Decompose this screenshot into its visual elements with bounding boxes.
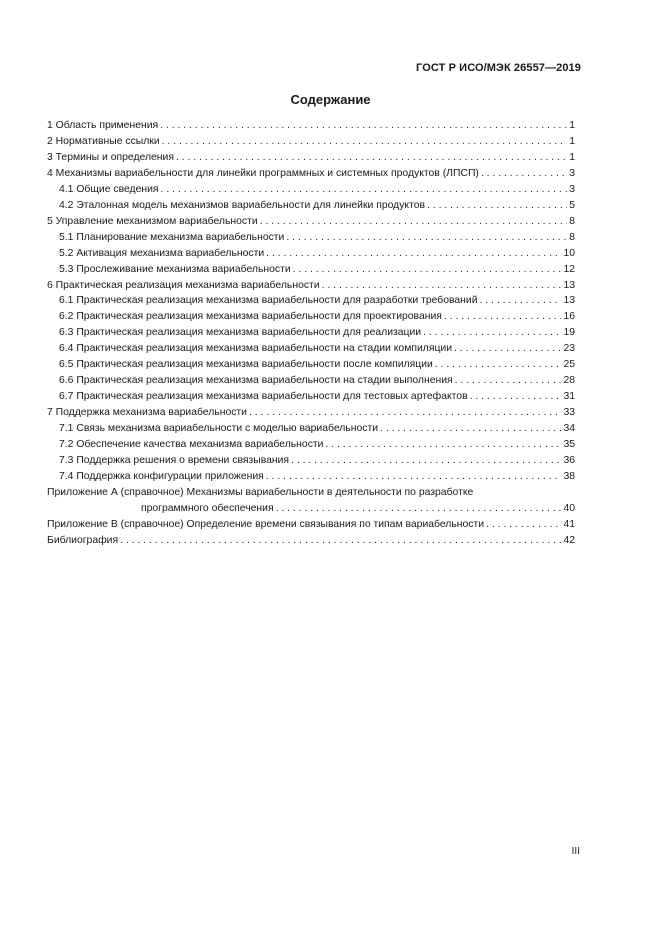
toc-leader-dots bbox=[276, 501, 562, 517]
toc-entry-page: 3 bbox=[569, 183, 575, 195]
toc-entry-title: 2 Нормативные ссылки bbox=[47, 135, 160, 147]
toc-entry-page: 28 bbox=[563, 375, 575, 387]
toc-entry-page: 35 bbox=[563, 439, 575, 451]
toc-entry[interactable] bbox=[47, 246, 575, 262]
toc-entry[interactable] bbox=[47, 118, 575, 134]
toc-entry-page: 19 bbox=[563, 327, 575, 339]
toc-leader-dots bbox=[470, 389, 562, 405]
document-standard-code: ГОСТ Р ИСО/МЭК 26557—2019 bbox=[416, 62, 581, 74]
toc-leader-dots bbox=[481, 166, 567, 182]
toc-entry-page: 12 bbox=[563, 263, 575, 275]
toc-entry-page: 16 bbox=[563, 311, 575, 323]
toc-entry-title: 5.2 Активация механизма вариабельности bbox=[59, 247, 265, 259]
toc-entry-page: 8 bbox=[569, 215, 575, 227]
toc-entry-page: 33 bbox=[563, 407, 575, 419]
toc-leader-dots bbox=[293, 262, 562, 278]
toc-entry[interactable] bbox=[47, 278, 575, 294]
toc-entry[interactable] bbox=[47, 405, 575, 421]
toc-entry[interactable] bbox=[47, 469, 575, 485]
page-title: Содержание bbox=[290, 92, 371, 107]
toc-entry-title: 6.2 Практическая реализация механизма вариабельности для проектирования bbox=[59, 311, 442, 323]
toc-entry-annex-a[interactable] bbox=[47, 485, 575, 517]
toc-leader-dots bbox=[454, 341, 561, 357]
toc-entry-title: 4 Механизмы вариабельности для линейки программных и системных продуктов (ЛПСП) bbox=[47, 167, 479, 179]
toc-entry-page: 8 bbox=[569, 231, 575, 243]
toc-entry-page: 41 bbox=[563, 518, 575, 530]
toc-entry-title: 5.3 Прослеживание механизма вариабельности bbox=[59, 263, 291, 275]
toc-leader-dots bbox=[291, 453, 561, 469]
toc-entry-title: 6.4 Практическая реализация механизма вариабельности на стадии компиляции bbox=[59, 343, 453, 355]
toc-entry-title: Приложение В (справочное) Определение времени связывания по типам вариабельности bbox=[47, 518, 485, 530]
toc-entry-title: 6.3 Практическая реализация механизма вариабельности для реализации bbox=[59, 327, 422, 339]
toc-leader-dots bbox=[423, 325, 561, 341]
toc-entry-page: 38 bbox=[563, 470, 575, 482]
toc-leader-dots bbox=[322, 278, 562, 294]
toc-entry-page: 25 bbox=[563, 359, 575, 371]
toc-entry[interactable] bbox=[47, 150, 575, 166]
toc-leader-dots bbox=[266, 469, 562, 485]
toc-entry[interactable] bbox=[47, 373, 575, 389]
toc-leader-dots bbox=[162, 134, 568, 150]
toc-leader-dots bbox=[325, 437, 561, 453]
toc-main-entries bbox=[47, 118, 575, 485]
toc-entry-title: 6.6 Практическая реализация механизма вариабельности на стадии выполнения bbox=[59, 375, 453, 387]
toc-entry[interactable] bbox=[47, 198, 575, 214]
toc-entry-title: 4.2 Эталонная модель механизмов вариабельности для линейки продуктов bbox=[59, 199, 426, 211]
toc-entry[interactable] bbox=[47, 437, 575, 453]
toc-entry[interactable] bbox=[47, 325, 575, 341]
toc-entry-page: 13 bbox=[563, 279, 575, 291]
toc-entry[interactable] bbox=[47, 230, 575, 246]
toc-entry-annex-a-line2-row bbox=[47, 501, 575, 517]
toc-entry-page: 1 bbox=[569, 151, 575, 163]
toc-entry-title: 6.7 Практическая реализация механизма вариабельности для тестовых артефактов bbox=[59, 391, 468, 403]
toc-leader-dots bbox=[176, 150, 567, 166]
toc-entry[interactable] bbox=[47, 262, 575, 278]
toc-entry[interactable] bbox=[47, 357, 575, 373]
toc-entry-title: Библиография bbox=[47, 534, 119, 546]
table-of-contents bbox=[47, 118, 575, 549]
toc-entry[interactable] bbox=[47, 182, 575, 198]
toc-entry[interactable] bbox=[47, 341, 575, 357]
toc-entry-title: 7 Поддержка механизма вариабельности bbox=[47, 407, 247, 419]
toc-entry-title: 3 Термины и определения bbox=[47, 151, 174, 163]
toc-entry[interactable] bbox=[47, 293, 575, 309]
toc-entry-page: 5 bbox=[569, 199, 575, 211]
toc-entry[interactable] bbox=[47, 517, 575, 533]
toc-tail-entries bbox=[47, 517, 575, 549]
toc-leader-dots bbox=[435, 357, 562, 373]
toc-entry-page: 34 bbox=[563, 423, 575, 435]
toc-entry-page: 23 bbox=[563, 343, 575, 355]
toc-entry[interactable] bbox=[47, 166, 575, 182]
toc-leader-dots bbox=[286, 230, 567, 246]
page-number: III bbox=[571, 846, 580, 857]
toc-leader-dots bbox=[161, 182, 568, 198]
toc-entry-title: 7.1 Связь механизма вариабельности с моделью вариабельности bbox=[59, 423, 379, 435]
toc-entry-title: 1 Область применения bbox=[47, 120, 159, 131]
toc-leader-dots bbox=[160, 118, 567, 134]
toc-entry-title: 6 Практическая реализация механизма вариабельности bbox=[47, 279, 320, 291]
toc-entry[interactable] bbox=[47, 309, 575, 325]
toc-entry[interactable] bbox=[47, 214, 575, 230]
toc-entry-annex-a-line2: программного обеспечения bbox=[141, 502, 274, 514]
toc-leader-dots bbox=[266, 246, 561, 262]
toc-entry-page: 10 bbox=[563, 247, 575, 259]
toc-entry-title: 7.3 Поддержка решения о времени связывания bbox=[59, 455, 290, 467]
toc-entry-title: 7.2 Обеспечение качества механизма вариабельности bbox=[59, 439, 324, 451]
toc-entry-title: 5.1 Планирование механизма вариабельности bbox=[59, 231, 285, 243]
toc-leader-dots bbox=[120, 533, 561, 549]
toc-entry-page: 3 bbox=[569, 167, 575, 179]
toc-entry-page: 1 bbox=[569, 135, 575, 147]
toc-entry[interactable] bbox=[47, 533, 575, 549]
toc-entry-title: 4.1 Общие сведения bbox=[59, 183, 159, 195]
toc-entry-annex-a-line1: Приложение А (справочное) Механизмы вариабельности в деятельности по разработке bbox=[47, 486, 474, 498]
toc-entry[interactable] bbox=[47, 453, 575, 469]
toc-leader-dots bbox=[427, 198, 567, 214]
toc-entry[interactable] bbox=[47, 421, 575, 437]
toc-leader-dots bbox=[486, 517, 561, 533]
toc-leader-dots bbox=[380, 421, 561, 437]
toc-entry-title: 7.4 Поддержка конфигурации приложения bbox=[59, 470, 264, 482]
toc-entry-page: 42 bbox=[563, 534, 575, 546]
toc-entry-page: 31 bbox=[563, 391, 575, 403]
toc-leader-dots bbox=[260, 214, 568, 230]
toc-leader-dots bbox=[444, 309, 562, 325]
toc-entry-page: 13 bbox=[563, 295, 575, 307]
toc-entry-page: 40 bbox=[563, 502, 575, 514]
toc-leader-dots bbox=[480, 293, 562, 309]
toc-entry-title: 6.1 Практическая реализация механизма вариабельности для разработки требований bbox=[59, 295, 478, 307]
toc-entry-title: 6.5 Практическая реализация механизма вариабельности после компиляции bbox=[59, 359, 433, 371]
toc-entry[interactable] bbox=[47, 389, 575, 405]
toc-leader-dots bbox=[249, 405, 561, 421]
toc-entry-page: 1 bbox=[569, 120, 575, 131]
toc-entry-page: 36 bbox=[563, 455, 575, 467]
toc-entry[interactable] bbox=[47, 134, 575, 150]
toc-entry-title: 5 Управление механизмом вариабельности bbox=[47, 215, 258, 227]
toc-leader-dots bbox=[455, 373, 562, 389]
